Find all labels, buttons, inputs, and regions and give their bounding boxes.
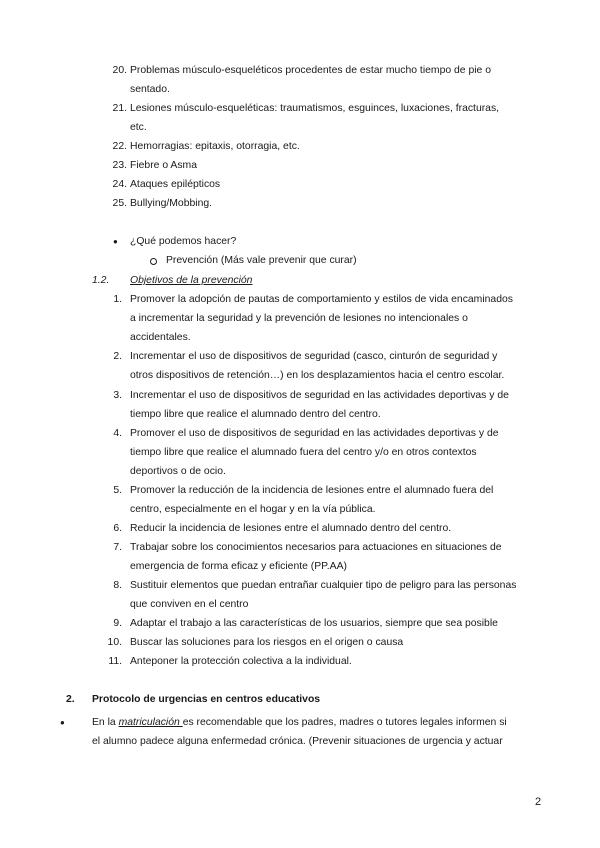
list-item-text: Hemorragias: epitaxis, otorragia, etc.	[130, 141, 300, 152]
list-item-text: Problemas músculo-esqueléticos procedentes de estar mucho tiempo de pie o	[130, 65, 491, 76]
objective-number: 4.	[113, 428, 122, 439]
final-bullet-line	[92, 716, 507, 729]
list-number: 20.	[112, 65, 127, 76]
objective-text: centro, especialmente en el hogar y en la vía pública.	[130, 504, 376, 515]
objective-number: 6.	[113, 523, 122, 534]
list-number: 23.	[112, 160, 127, 171]
list-number: 21.	[112, 103, 127, 114]
section-title: Protocolo de urgencias en centros educativos	[92, 694, 321, 705]
list-number: 24.	[112, 179, 127, 190]
final-bullet-line-2: el alumno padece alguna enfermedad crónica. (Prevenir situaciones de urgencia y actuar	[92, 736, 503, 747]
objective-text: Sustituir elementos que puedan entrañar cualquier tipo de peligro para las personas	[130, 580, 517, 591]
objective-text: emergencia de forma eficaz y eficiente (PP.AA)	[130, 561, 347, 572]
page-number: 2	[535, 796, 542, 808]
objective-number: 8.	[113, 580, 122, 591]
objective-number: 2.	[113, 351, 122, 362]
objective-text: a incrementar la seguridad y la prevención de lesiones no intencionales o	[130, 313, 468, 324]
objective-number: 1.	[113, 294, 122, 305]
objective-text: Reducir la incidencia de lesiones entre el alumnado dentro del centro.	[130, 523, 452, 534]
objective-text: accidentales.	[130, 332, 191, 343]
objective-text: Promover la reducción de la incidencia de lesiones entre el alumnado fuera del	[130, 485, 494, 496]
objective-text: Adaptar el trabajo a las características de los usuarios, siempre que sea posible	[130, 618, 498, 629]
objective-number: 3.	[113, 390, 122, 401]
objective-number: 7.	[113, 542, 122, 553]
objective-text: Anteponer la protección colectiva a la individual.	[130, 656, 352, 667]
objective-text: que conviven en el centro	[130, 599, 249, 610]
list-item-text: Lesiones músculo-esqueléticas: traumatismos, esguinces, luxaciones, fracturas,	[130, 103, 500, 114]
list-number: 22.	[112, 141, 127, 152]
objective-number: 5.	[113, 485, 122, 496]
bullet-text: ¿Qué podemos hacer?	[130, 236, 237, 247]
circle-bullet-icon	[150, 258, 157, 265]
list-item-text: Fiebre o Asma	[130, 160, 197, 171]
sub-bullet-text: Prevención (Más vale prevenir que curar)	[166, 255, 357, 266]
objective-number: 11.	[108, 656, 122, 667]
objective-text: deportivos o de ocio.	[130, 466, 226, 477]
list-item-text: Ataques epilépticos	[130, 179, 221, 190]
bullet-dot-icon: ●	[113, 237, 118, 246]
objective-text: Promover el uso de dispositivos de seguridad en las actividades deportivas y de	[130, 428, 499, 439]
objective-number: 10.	[107, 637, 122, 648]
objective-text: Promover la adopción de pautas de comportamiento y estilos de vida encaminados	[130, 294, 513, 305]
list-item-text: Bullying/Mobbing.	[130, 198, 213, 209]
bullet-dot-icon: ●	[60, 718, 65, 727]
objective-text: tiempo libre que realice el alumnado fuera del centro y/o en otros contextos	[130, 447, 477, 458]
objective-text: Trabajar sobre los conocimientos necesarios para actuaciones en situaciones de	[130, 542, 502, 553]
objective-text: tiempo libre que realice el alumnado dentro del centro.	[130, 409, 381, 420]
section-number: 1.2.	[92, 275, 110, 286]
objective-number: 9.	[113, 618, 122, 629]
list-number: 25.	[112, 198, 127, 209]
matriculacion-emphasis: matriculación	[118, 717, 183, 728]
section-number: 2.	[66, 694, 75, 705]
final-bullet-post: es recomendable que los padres, madres o tutores legales informen si	[182, 717, 507, 728]
objective-text: otros dispositivos de retención…) en los desplazamientos hacia el centro escolar.	[130, 370, 505, 381]
final-bullet-pre: En la	[92, 717, 119, 728]
list-item-text: etc.	[130, 122, 147, 133]
section-title: Objetivos de la prevención	[130, 275, 253, 286]
list-item-text: sentado.	[130, 84, 170, 95]
objective-text: Incrementar el uso de dispositivos de seguridad en las actividades deportivas y de	[130, 390, 509, 401]
objective-text: Buscar las soluciones para los riesgos en el origen o causa	[130, 637, 404, 648]
objective-text: Incrementar el uso de dispositivos de seguridad (casco, cinturón de seguridad y	[130, 351, 498, 362]
